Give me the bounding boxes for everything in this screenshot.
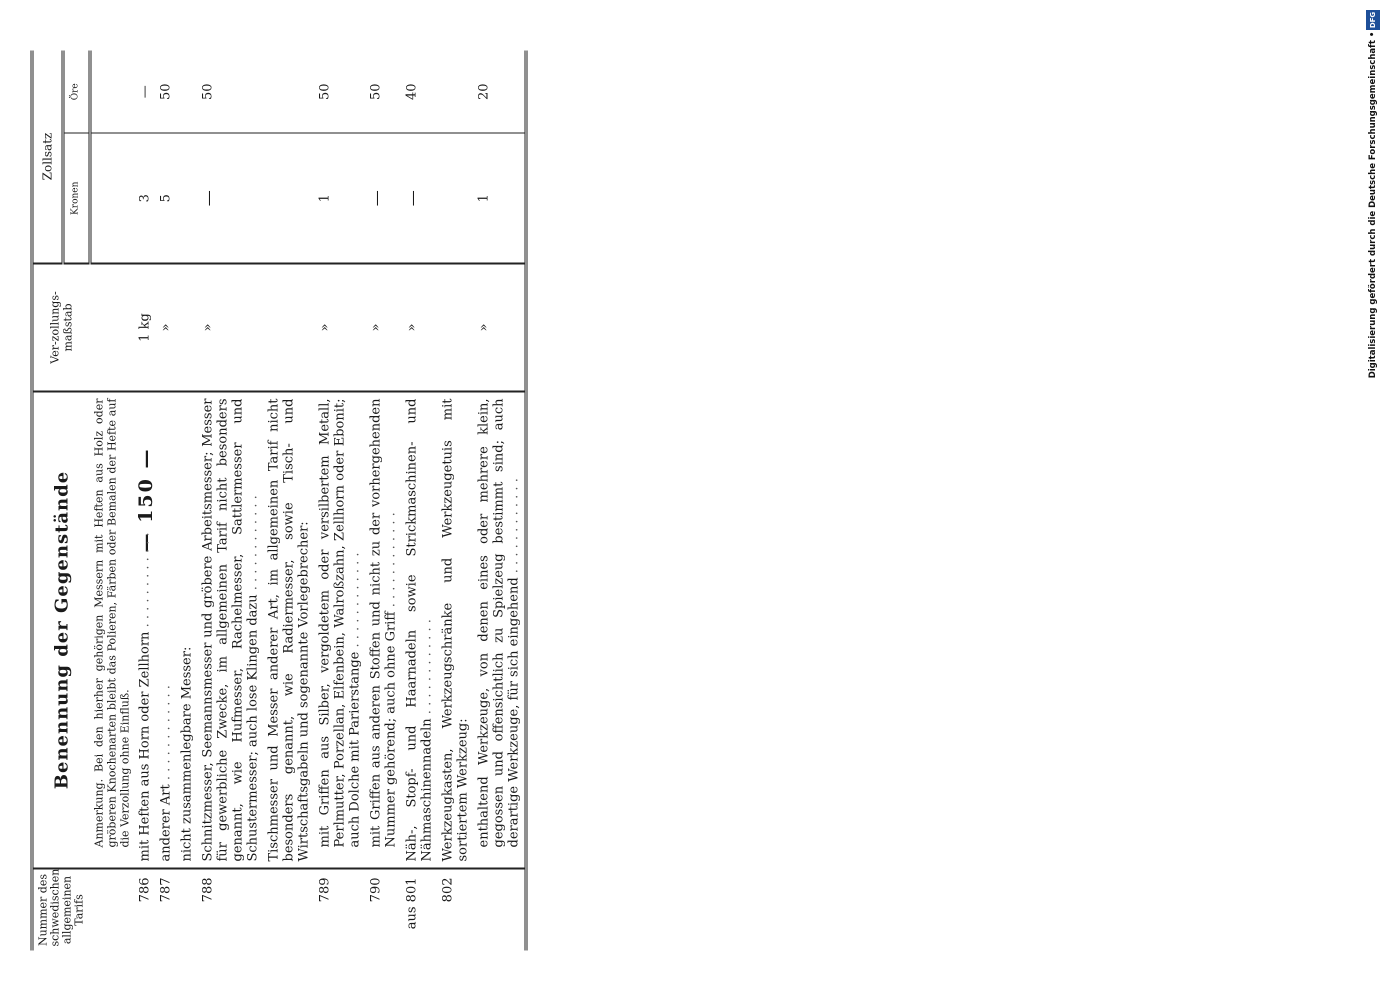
table-row bbox=[177, 50, 198, 950]
kronen-cell: 1 bbox=[315, 134, 366, 264]
tariff-number bbox=[264, 869, 315, 951]
goods-name: anderer Art . . . bbox=[159, 685, 174, 861]
goods-name: mit Griffen aus anderen Stoffen und nicht zu der vorhergehenden Nummer gehörend; auch ohne Griff . . . bbox=[369, 399, 399, 862]
goods-name: Tischmesser und Messer anderer Art, im allgemeinen Tarif nicht besonders genannt, wie Radiermesser, sowie Tisch- und Wirtschaftsgabeln und sogenannte Vorlegebrecher: bbox=[266, 398, 312, 862]
table-row bbox=[366, 50, 402, 950]
goods-name: mit Heften aus Horn oder Zellhorn . . . bbox=[138, 532, 153, 861]
unit-cell bbox=[177, 264, 198, 392]
tariff-table-rotated bbox=[31, 51, 816, 951]
unit-cell: 1 kg bbox=[135, 264, 156, 392]
goods-name-cell bbox=[198, 392, 264, 869]
kronen-cell bbox=[177, 134, 198, 264]
ore-cell: 50 bbox=[317, 83, 333, 101]
goods-name-cell bbox=[438, 392, 474, 869]
goods-name: Werkzeugkasten, Werkzeugschränke und Werkzeugetuis mit sortiertem Werkzeug: bbox=[440, 398, 471, 862]
kronen-cell: 3 bbox=[135, 134, 156, 264]
table-row bbox=[402, 50, 438, 950]
header-duty: Zollsatz bbox=[32, 50, 63, 263]
goods-name-cell bbox=[90, 392, 135, 869]
tariff-number bbox=[474, 869, 527, 951]
table-row bbox=[135, 50, 156, 950]
ore-cell: 50 bbox=[368, 83, 384, 101]
ore-cell: — bbox=[137, 85, 153, 99]
goods-name: Näh-, Stopf- und Haarnadeln sowie Strickmaschinen- und Nähmaschinennadeln . . . bbox=[405, 399, 435, 862]
tariff-number: 790 bbox=[366, 869, 402, 951]
goods-name-cell bbox=[474, 392, 527, 869]
goods-name-cell bbox=[366, 392, 402, 869]
kronen-cell: 5 bbox=[156, 134, 177, 264]
unit-cell bbox=[264, 264, 315, 392]
kronen-cell bbox=[438, 134, 474, 264]
goods-name-cell bbox=[177, 392, 198, 869]
goods-name: Anmerkung. Bei den hierher gehörigen Messern mit Heften aus Holz oder gröberen Knochenarten bleibt das Polieren, Färben oder Bemalen der Hefte auf die Verzollung ohne Einfluß. bbox=[92, 398, 132, 848]
dfg-credit: Digitalisierung gefördert durch die Deutsche Forschungsgemeinschaft • bbox=[1368, 31, 1378, 379]
unit-cell: » bbox=[315, 264, 366, 392]
kronen-cell bbox=[90, 134, 135, 264]
table-row bbox=[438, 50, 474, 950]
kronen-cell: 1 bbox=[474, 134, 527, 264]
header-unit: Ver-zollungs-maßstab bbox=[32, 264, 90, 392]
kronen-cell: — bbox=[402, 134, 438, 264]
header-ore: Öre bbox=[63, 50, 89, 133]
header-number: Nummer des schwedischen allgemeinen Tarifs bbox=[32, 869, 90, 951]
ore-cell bbox=[177, 50, 198, 133]
goods-name: Schnitzmesser, Seemannsmesser und gröbere Arbeitsmesser; Messer für gewerbliche Zwecke, im allgemeinen Tarif nicht besonders genannt, wie Hufmesser, Rachelmesser, Sattlermesser und Schustermesser; auch lose Klingen dazu . . . bbox=[201, 399, 261, 862]
tariff-number bbox=[177, 869, 198, 951]
ore-cell: 20 bbox=[474, 50, 527, 133]
goods-name-cell bbox=[135, 392, 156, 869]
table-row bbox=[198, 50, 264, 950]
table-row bbox=[315, 50, 366, 950]
tariff-number: 788 bbox=[198, 869, 264, 951]
table-row bbox=[90, 50, 135, 950]
kronen-cell bbox=[264, 134, 315, 264]
unit-cell: » bbox=[474, 264, 527, 392]
kronen-cell: — bbox=[198, 134, 264, 264]
goods-name-cell bbox=[315, 392, 366, 869]
unit-cell: » bbox=[366, 264, 402, 392]
ore-cell: 50 bbox=[158, 83, 174, 101]
tariff-number: 802 bbox=[438, 869, 474, 951]
table-row bbox=[264, 50, 315, 950]
unit-cell: » bbox=[156, 264, 177, 392]
header-name: Benennung der Gegenstände bbox=[32, 392, 90, 869]
header-kronen: Kronen bbox=[63, 134, 89, 264]
ore-cell bbox=[438, 50, 474, 133]
table-row bbox=[474, 50, 527, 950]
ore-cell bbox=[264, 50, 315, 133]
tariff-number: 789 bbox=[315, 869, 366, 951]
goods-name-cell bbox=[156, 392, 177, 869]
tariff-number: aus 801 bbox=[402, 869, 438, 951]
unit-cell bbox=[438, 264, 474, 392]
goods-name: mit Griffen aus Silber, vergoldetem oder versilbertem Metall, Perlmutter, Porzellan, Elfenbein, Walroßzahn, Zellhorn oder Ebonit; auch Dolche mit Parierstange . . . bbox=[318, 399, 363, 862]
goods-name-cell bbox=[402, 392, 438, 869]
tariff-number: 786 bbox=[135, 869, 156, 951]
page-number: — 150 — bbox=[135, 447, 157, 553]
tariff-number bbox=[90, 869, 135, 951]
unit-cell: » bbox=[198, 264, 264, 392]
dfg-logo: DFG bbox=[1366, 10, 1380, 30]
ore-cell bbox=[90, 50, 135, 133]
ore-cell: 40 bbox=[404, 83, 420, 101]
ore-cell: 50 bbox=[200, 83, 216, 101]
table-row bbox=[156, 50, 177, 950]
tariff-table bbox=[31, 50, 528, 950]
tariff-number: 787 bbox=[156, 869, 177, 951]
unit-cell: » bbox=[402, 264, 438, 392]
kronen-cell: — bbox=[366, 134, 402, 264]
goods-name: enthaltend Werkzeuge, von denen eines oder mehrere klein, gegossen und offensichtlich zu Spielzeug bestimmt sind; auch derartige Werkzeuge, für sich eingehend . . . bbox=[477, 399, 522, 862]
unit-cell bbox=[90, 264, 135, 392]
goods-name: nicht zusammenlegbare Messer: bbox=[179, 646, 195, 862]
goods-name-cell bbox=[264, 392, 315, 869]
